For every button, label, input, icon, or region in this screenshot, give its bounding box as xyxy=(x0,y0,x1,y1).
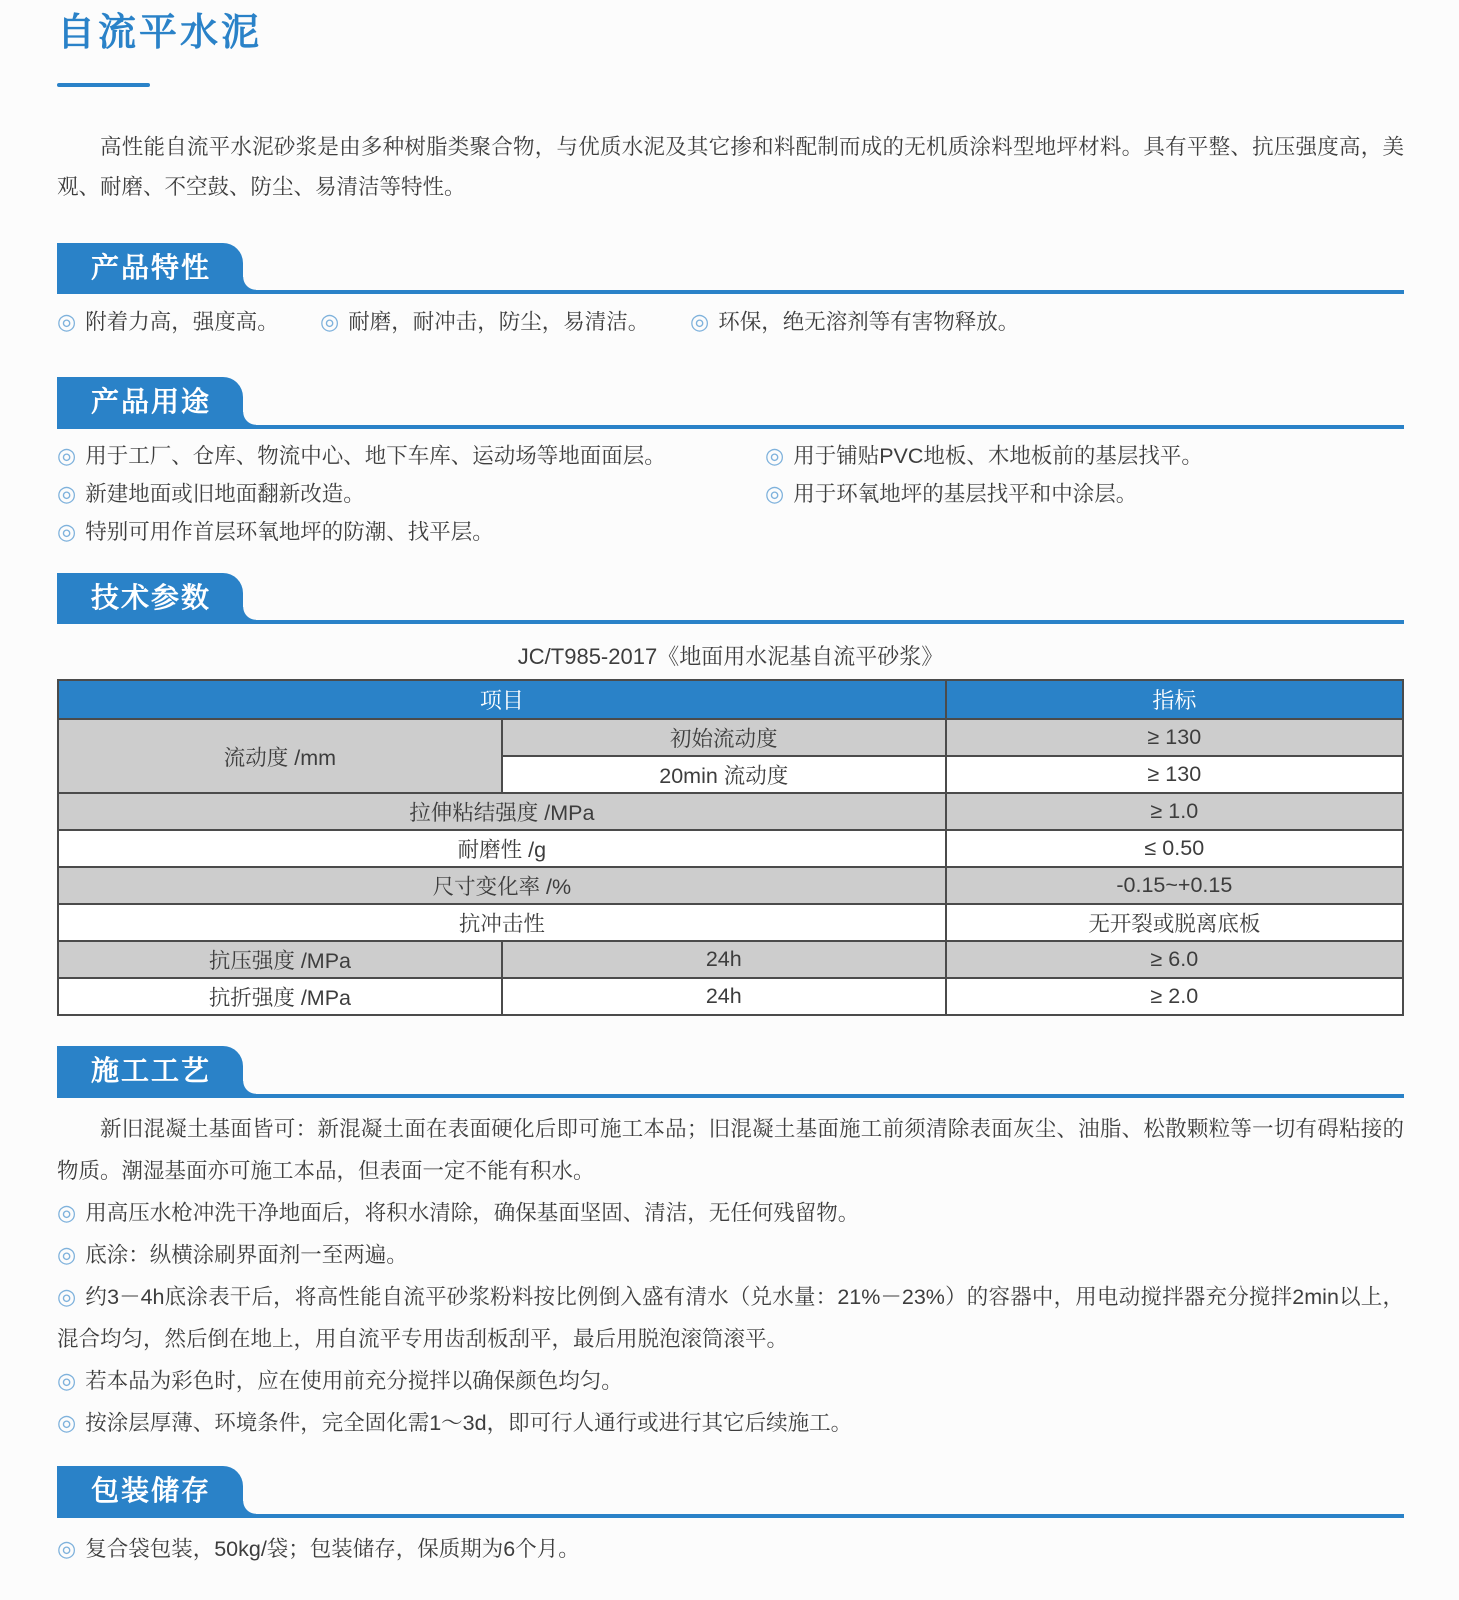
uses-list xyxy=(57,437,1404,551)
table-row xyxy=(58,978,1403,1015)
cell-20min-flow-value: ≥ 130 xyxy=(946,756,1403,793)
cell-tensile-bond-label: 拉伸粘结强度 /MPa xyxy=(58,793,946,830)
process-step-list xyxy=(57,1192,1404,1444)
section-header-features xyxy=(57,243,1404,295)
bullseye-bullet-icon: ◎ xyxy=(57,442,77,468)
feature-list xyxy=(57,307,1404,337)
step-text: 用高压水枪冲洗干净地面后，将积水清除，确保基面坚固、清洁，无任何残留物。 xyxy=(85,1201,860,1226)
bullseye-bullet-icon: ◎ xyxy=(57,480,77,506)
uses-column-right xyxy=(765,437,1404,551)
packaging-text: 复合袋包装，50kg/袋；包装储存，保质期为6个月。 xyxy=(85,1536,580,1561)
table-header-item: 项目 xyxy=(58,680,946,719)
cell-abrasion-label: 耐磨性 /g xyxy=(58,830,946,867)
cell-20min-flow-label: 20min 流动度 xyxy=(502,756,946,793)
feature-text: 环保，绝无溶剂等有害物释放。 xyxy=(718,310,1020,335)
use-text: 特别可用作首层环氧地坪的防潮、找平层。 xyxy=(85,519,494,544)
feature-item xyxy=(320,307,690,337)
table-row xyxy=(58,719,1403,756)
bullseye-bullet-icon: ◎ xyxy=(57,1368,77,1394)
use-item xyxy=(57,513,765,551)
use-text: 用于铺贴PVC地板、木地板前的基层找平。 xyxy=(793,443,1203,468)
feature-text: 附着力高，强度高。 xyxy=(85,310,279,335)
bullseye-bullet-icon: ◎ xyxy=(57,1535,77,1561)
cell-abrasion-value: ≤ 0.50 xyxy=(946,830,1403,867)
page-title: 自流平水泥 xyxy=(57,12,263,54)
section-header-packaging xyxy=(57,1466,1404,1518)
bullseye-bullet-icon: ◎ xyxy=(57,1284,77,1310)
cell-initial-flow-label: 初始流动度 xyxy=(502,719,946,756)
step-text: 约3－4h底涂表干后，将高性能自流平砂浆粉料按比例倒入盛有清水（兑水量：21%－23%）的容器中，用电动搅拌器充分搅拌2min以上，混合均匀，然后倒在地上，用自流平专用齿刮板刮平，最后用脱泡滚筒滚平。 xyxy=(57,1285,1404,1352)
bullseye-bullet-icon: ◎ xyxy=(320,309,340,335)
cell-tensile-bond-value: ≥ 1.0 xyxy=(946,793,1403,830)
use-item xyxy=(57,437,765,475)
standard-reference: JC/T985-2017《地面用水泥基自流平砂浆》 xyxy=(517,644,944,670)
intro-paragraph: 高性能自流平水泥砂浆是由多种树脂类聚合物，与优质水泥及其它掺和料配制而成的无机质涂料型地坪材料。具有平整、抗压强度高，美观、耐磨、不空鼓、防尘、易清洁等特性。 xyxy=(57,134,1404,199)
packaging-list xyxy=(57,1528,1404,1570)
process-step xyxy=(57,1402,1404,1444)
cell-initial-flow-value: ≥ 130 xyxy=(946,719,1403,756)
cell-flexural-label: 抗折强度 /MPa xyxy=(58,978,502,1015)
cell-impact-resistance-value: 无开裂或脱离底板 xyxy=(946,904,1403,941)
cell-dimension-change-value: -0.15~+0.15 xyxy=(946,867,1403,904)
cell-dimension-change-label: 尺寸变化率 /% xyxy=(58,867,946,904)
process-step xyxy=(57,1276,1404,1360)
use-text: 用于工厂、仓库、物流中心、地下车库、运动场等地面面层。 xyxy=(85,443,666,468)
table-row xyxy=(58,830,1403,867)
process-step xyxy=(57,1234,1404,1276)
section-tab-process: 施工工艺 xyxy=(57,1046,243,1094)
cell-impact-resistance-label: 抗冲击性 xyxy=(58,904,946,941)
uses-column-left xyxy=(57,437,765,551)
use-item xyxy=(57,475,765,513)
cell-flexural-value: ≥ 2.0 xyxy=(946,978,1403,1015)
cell-compressive-label: 抗压强度 /MPa xyxy=(58,941,502,978)
table-header-row xyxy=(58,680,1403,719)
table-row xyxy=(58,793,1403,830)
table-row xyxy=(58,904,1403,941)
feature-item xyxy=(57,307,320,337)
use-item xyxy=(765,475,1404,513)
packaging-item xyxy=(57,1528,1404,1570)
bullseye-bullet-icon: ◎ xyxy=(690,309,710,335)
section-tab-features: 产品特性 xyxy=(57,243,243,291)
bullseye-bullet-icon: ◎ xyxy=(57,309,77,335)
process-step xyxy=(57,1192,1404,1234)
bullseye-bullet-icon: ◎ xyxy=(57,1200,77,1226)
process-intro-paragraph: 新旧混凝土基面皆可：新混凝土面在表面硬化后即可施工本品；旧混凝土基面施工前须清除表面灰尘、油脂、松散颗粒等一切有碍粘接的物质。潮湿基面亦可施工本品，但表面一定不能有积水。 xyxy=(57,1117,1404,1184)
step-text: 底涂：纵横涂刷界面剂一至两遍。 xyxy=(85,1243,408,1268)
section-tab-packaging: 包装储存 xyxy=(57,1466,243,1514)
use-item xyxy=(765,437,1404,475)
bullseye-bullet-icon: ◎ xyxy=(57,1242,77,1268)
technical-parameters-table xyxy=(57,679,1404,1016)
title-underline xyxy=(57,83,150,87)
table-header-index: 指标 xyxy=(946,680,1403,719)
feature-item xyxy=(690,307,1019,337)
table-row xyxy=(58,867,1403,904)
process-step xyxy=(57,1360,1404,1402)
cell-flexural-time: 24h xyxy=(502,978,946,1015)
bullseye-bullet-icon: ◎ xyxy=(57,518,77,544)
use-text: 新建地面或旧地面翻新改造。 xyxy=(85,481,365,506)
use-text: 用于环氧地坪的基层找平和中涂层。 xyxy=(793,481,1138,506)
cell-compressive-time: 24h xyxy=(502,941,946,978)
cell-flowability-label: 流动度 /mm xyxy=(58,719,502,793)
section-header-process xyxy=(57,1046,1404,1098)
step-text: 按涂层厚薄、环境条件，完全固化需1～3d，即可行人通行或进行其它后续施工。 xyxy=(85,1411,853,1436)
step-text: 若本品为彩色时，应在使用前充分搅拌以确保颜色均匀。 xyxy=(85,1369,623,1394)
section-tab-uses: 产品用途 xyxy=(57,377,243,425)
feature-text: 耐磨，耐冲击，防尘，易清洁。 xyxy=(348,310,650,335)
section-tab-tech: 技术参数 xyxy=(57,573,243,621)
cell-compressive-value: ≥ 6.0 xyxy=(946,941,1403,978)
table-row xyxy=(58,941,1403,978)
section-header-uses xyxy=(57,377,1404,429)
bullseye-bullet-icon: ◎ xyxy=(57,1410,77,1436)
bullseye-bullet-icon: ◎ xyxy=(765,442,785,468)
section-header-tech xyxy=(57,573,1404,625)
bullseye-bullet-icon: ◎ xyxy=(765,480,785,506)
